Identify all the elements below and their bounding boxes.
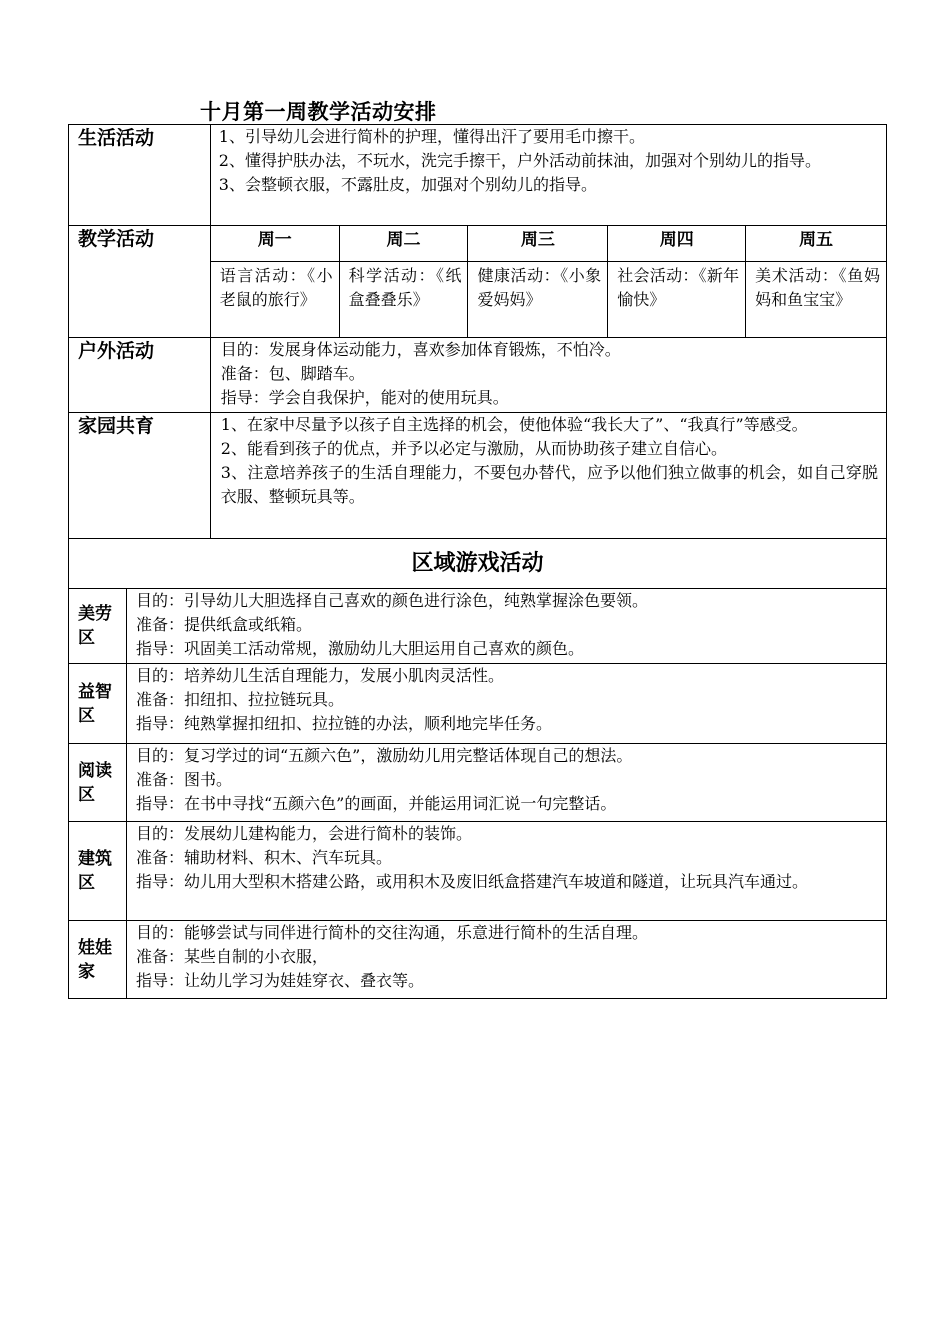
- activity-fri: 美术活动：《鱼妈妈和鱼宝宝》: [746, 262, 887, 338]
- teaching-activity-label: 教学活动: [69, 226, 211, 338]
- zone-item: 目的：引导幼儿大胆选择自己喜欢的颜色进行涂色，纯熟掌握涂色要领。: [135, 591, 648, 610]
- home-item: 3、注意培养孩子的生活自理能力，不要包办替代，应予以他们独立做事的机会，如自己穿脱衣服、整顿玩具等。: [220, 463, 878, 506]
- life-activity-content: [210, 125, 886, 226]
- zone-item: 目的：培养幼儿生活自理能力，发展小肌肉灵活性。: [135, 666, 504, 685]
- day-header-thu: 周四: [608, 226, 746, 262]
- home-item: 1、在家中尽量予以孩子自主选择的机会，使他体验“我长大了”、“我真行”等感受。: [220, 415, 808, 434]
- zone-item: 目的：发展幼儿建构能力，会进行简朴的装饰。: [135, 824, 472, 843]
- zone-item: 准备：辅助材料、积木、汽车玩具。: [135, 848, 392, 867]
- area-activity-table: [68, 538, 887, 999]
- life-item: 3、会整顿衣服，不露肚皮，加强对个别幼儿的指导。: [218, 175, 597, 194]
- activity-tue: 科学活动：《纸盒叠叠乐》: [339, 262, 468, 338]
- zone-item: 准备：扣纽扣、拉拉链玩具。: [135, 690, 344, 709]
- activity-thu: 社会活动：《新年愉快》: [608, 262, 746, 338]
- zone-item: 准备：某些自制的小衣服，: [135, 947, 328, 966]
- zone-name: 建筑区: [69, 822, 127, 921]
- day-header-tue: 周二: [339, 226, 468, 262]
- weekly-plan-table: [68, 124, 887, 539]
- zone-item: 目的：能够尝试与同伴进行简朴的交往沟通，乐意进行简朴的生活自理。: [135, 923, 648, 942]
- day-header-fri: 周五: [746, 226, 887, 262]
- area-section-title: 区域游戏活动: [69, 539, 887, 589]
- home-cooperation-label: 家园共育: [69, 413, 211, 539]
- activity-wed: 健康活动：《小象爱妈妈》: [468, 262, 608, 338]
- zone-item: 指导：让幼儿学习为娃娃穿衣、叠衣等。: [135, 971, 424, 990]
- activity-mon: 语言活动：《小老鼠的旅行》: [210, 262, 339, 338]
- zone-item: 指导：在书中寻找“五颜六色”的画面，并能运用词汇说一句完整话。: [135, 794, 617, 813]
- day-header-mon: 周一: [210, 226, 339, 262]
- zone-item: 指导：纯熟掌握扣纽扣、拉拉链的办法，顺利地完毕任务。: [135, 714, 552, 733]
- outdoor-activity-content: [210, 338, 886, 413]
- home-item: 2、能看到孩子的优点，并予以必定与激励，从而协助孩子建立自信心。: [220, 439, 727, 458]
- zone-content: [126, 744, 886, 822]
- zone-content: [126, 822, 886, 921]
- life-activity-label: 生活活动: [69, 125, 211, 226]
- outdoor-activity-label: 户外活动: [69, 338, 211, 413]
- zone-content: [126, 921, 886, 999]
- zone-name: 阅读区: [69, 744, 127, 822]
- zone-content: [126, 589, 886, 664]
- outdoor-item: 准备：包、脚踏车。: [220, 364, 365, 383]
- zone-name: 美劳区: [69, 589, 127, 664]
- zone-item: 指导：幼儿用大型积木搭建公路，或用积木及废旧纸盒搭建汽车坡道和隧道，让玩具汽车通过。: [135, 872, 808, 891]
- zone-content: [126, 664, 886, 744]
- life-item: 2、懂得护肤办法，不玩水，洗完手擦干，户外活动前抹油，加强对个别幼儿的指导。: [218, 151, 821, 170]
- zone-item: 准备：图书。: [135, 770, 232, 789]
- outdoor-item: 目的：发展身体运动能力，喜欢参加体育锻炼，不怕冷。: [220, 340, 621, 359]
- zone-name: 益智区: [69, 664, 127, 744]
- day-header-wed: 周三: [468, 226, 608, 262]
- zone-item: 目的：复习学过的词“五颜六色”，激励幼儿用完整话体现自己的想法。: [135, 746, 633, 765]
- zone-item: 指导：巩固美工活动常规，激励幼儿大胆运用自己喜欢的颜色。: [135, 639, 584, 658]
- life-item: 1、引导幼儿会进行简朴的护理，懂得出汗了要用毛巾擦干。: [218, 127, 645, 146]
- home-cooperation-content: [210, 413, 886, 539]
- page-title: 十月第一周教学活动安排: [200, 100, 437, 124]
- zone-item: 准备：提供纸盒或纸箱。: [135, 615, 312, 634]
- outdoor-item: 指导：学会自我保护，能对的使用玩具。: [220, 388, 509, 407]
- zone-name: 娃娃家: [69, 921, 127, 999]
